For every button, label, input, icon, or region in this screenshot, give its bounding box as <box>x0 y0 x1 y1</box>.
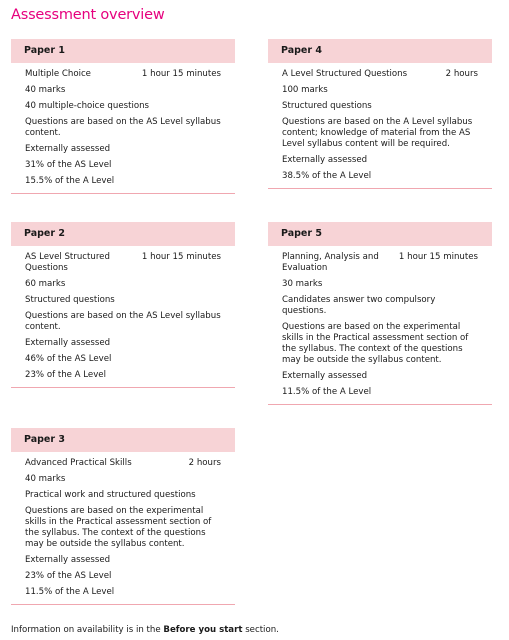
paper-type: Planning, Analysis and Evaluation <box>282 252 379 273</box>
paper-detail: Questions are based on the A Level syllabus content; knowledge of material from the AS Level syllabus content will be required. <box>282 117 473 149</box>
paper-detail: Externally assessed <box>282 371 368 381</box>
paper-detail: Questions are based on the experimental skills in the Practical assessment section of the syllabus. The context of the questions may be outside the syllabus content. <box>25 506 212 549</box>
paper-duration: 1 hour 15 minutes <box>141 69 221 79</box>
paper-detail: Structured questions <box>25 295 115 305</box>
paper-duration: 2 hours <box>188 458 221 468</box>
paper-detail: Externally assessed <box>282 155 368 165</box>
paper-heading: Paper 5 <box>268 222 492 246</box>
paper-detail: 40 marks <box>25 474 66 484</box>
paper-detail: 23% of the AS Level <box>25 571 112 581</box>
before-you-start-ref: Before you start <box>163 625 243 635</box>
footer-text: Information on availability is in the <box>11 625 164 635</box>
paper-detail: 11.5% of the A Level <box>282 387 372 397</box>
paper-4-card <box>268 39 492 189</box>
paper-detail: 11.5% of the A Level <box>25 587 115 597</box>
paper-heading: Paper 1 <box>11 39 235 63</box>
paper-detail: Structured questions <box>282 101 372 111</box>
page-title: Assessment overview <box>11 7 165 23</box>
paper-detail: Questions are based on the experimental skills in the Practical assessment section of the syllabus. The context of the questions may be outside the syllabus content. <box>282 322 469 365</box>
paper-detail: 38.5% of the A Level <box>282 171 372 181</box>
paper-detail: Externally assessed <box>25 338 111 348</box>
paper-detail: Externally assessed <box>25 144 111 154</box>
paper-detail: Practical work and structured questions <box>25 490 196 500</box>
paper-detail: 23% of the A Level <box>25 370 106 380</box>
paper-1-card <box>11 39 235 194</box>
paper-detail: 40 marks <box>25 85 66 95</box>
paper-duration: 2 hours <box>445 69 478 79</box>
paper-detail: 46% of the AS Level <box>25 354 112 364</box>
paper-type: Advanced Practical Skills <box>25 458 132 468</box>
paper-heading: Paper 4 <box>268 39 492 63</box>
paper-type: AS Level Structured Questions <box>25 252 110 273</box>
paper-duration: 1 hour 15 minutes <box>398 252 478 262</box>
paper-detail: 15.5% of the A Level <box>25 176 115 186</box>
paper-type: A Level Structured Questions <box>282 69 408 79</box>
paper-duration: 1 hour 15 minutes <box>141 252 221 262</box>
paper-detail: Questions are based on the AS Level syllabus content. <box>25 311 221 332</box>
paper-detail: 30 marks <box>282 279 323 289</box>
paper-3-card <box>11 428 235 605</box>
paper-detail: 60 marks <box>25 279 66 289</box>
paper-detail: Externally assessed <box>25 555 111 565</box>
paper-detail: Candidates answer two compulsory questions. <box>282 295 436 316</box>
paper-detail: 100 marks <box>282 85 328 95</box>
paper-detail: 40 multiple-choice questions <box>25 101 150 111</box>
paper-type: Multiple Choice <box>25 69 91 79</box>
paper-detail: Questions are based on the AS Level syllabus content. <box>25 117 221 138</box>
paper-heading: Paper 2 <box>11 222 235 246</box>
paper-2-card <box>11 222 235 388</box>
paper-5-card <box>268 222 492 405</box>
paper-heading: Paper 3 <box>11 428 235 452</box>
paper-detail: 31% of the AS Level <box>25 160 112 170</box>
availability-note <box>11 625 279 635</box>
footer-text-end: section. <box>242 625 279 635</box>
